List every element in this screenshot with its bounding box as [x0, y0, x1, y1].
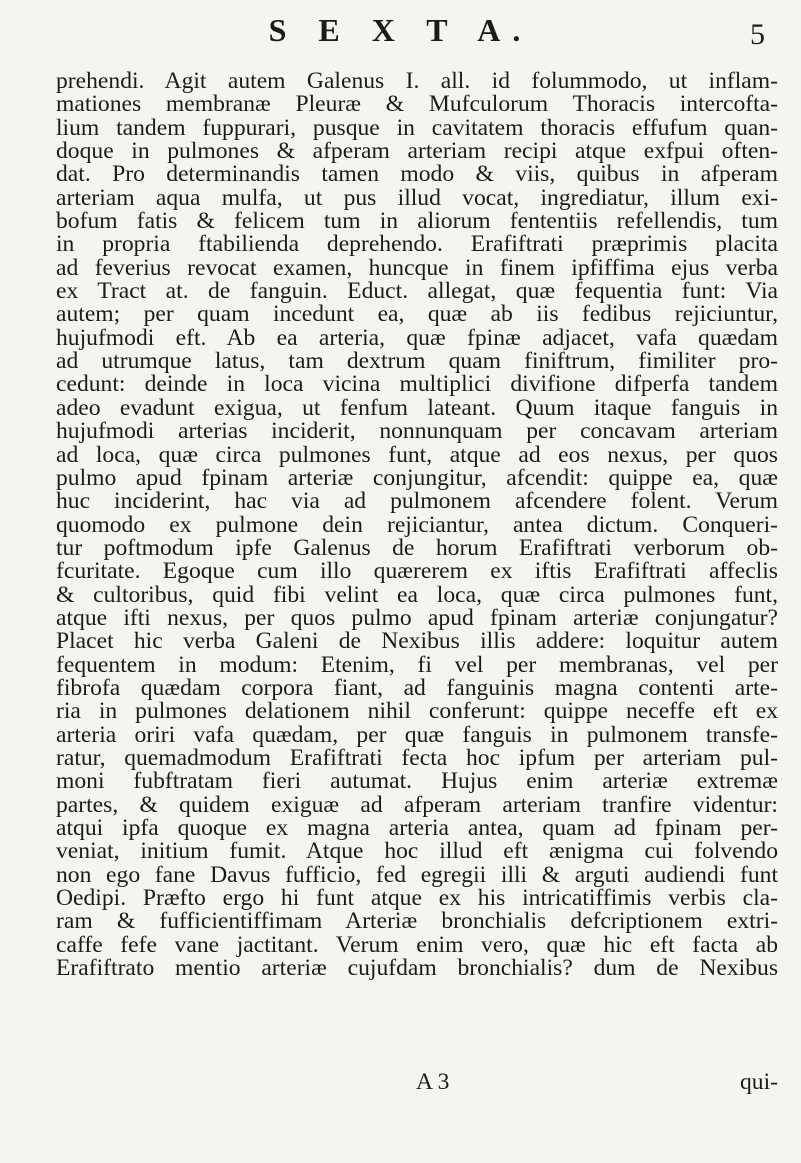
- text-line: cedunt: deinde in loca vicina multiplici divifione difperfa tandem: [56, 373, 778, 397]
- text-line: ratur, quemadmodum Erafiftrati fecta hoc ipfum per arteriam pul-: [56, 746, 778, 771]
- running-head: [0, 12, 801, 52]
- text-line: atqui ipfa quoque ex magna arteria antea, quam ad fpinam per-: [56, 817, 778, 841]
- signature-mark: A 3: [416, 1069, 450, 1095]
- text-line: mationes membranæ Pleuræ & Mufculorum Thoracis intercofta-: [56, 93, 778, 117]
- text-line: partes, & quidem exiguæ ad afperam arteriam tranfire videntur:: [56, 793, 778, 817]
- text-line: fcuritate. Egoque cum illo quærerem ex iftis Erafiftrati affeclis: [56, 560, 778, 584]
- text-line: adeo evadunt exigua, ut fenfum lateant. Quum itaque fanguis in: [56, 396, 778, 421]
- text-line: prehendi. Agit autem Galenus I. all. id folummodo, ut inflam-: [56, 70, 778, 94]
- text-line: doque in pulmones & afperam arteriam recipi atque exfpui often-: [56, 140, 778, 164]
- page-number: 5: [750, 18, 765, 51]
- text-line: & cultoribus, quid fibi velint ea loca, quæ circa pulmones funt,: [56, 583, 778, 607]
- text-line: atque ifti nexus, per quos pulmo apud fpinam arteriæ conjungatur?: [56, 606, 778, 631]
- text-line: veniat, initium fumit. Atque hoc illud eft ænigma cui folvendo: [56, 840, 778, 864]
- text-line: hujufmodi eft. Ab ea arteria, quæ fpinæ adjacet, vafa quædam: [56, 326, 778, 351]
- text-line: in propria ftabilienda deprehendo. Erafiftrati præprimis placita: [56, 233, 778, 257]
- text-line: non ego fane Davus fufficio, fed egregii illi & arguti audiendi funt: [56, 863, 778, 888]
- text-line: ram & fufficientiffimam Arteriæ bronchialis defcriptionem extri-: [56, 910, 778, 934]
- text-line: autem; per quam incedunt ea, quæ ab iis fedibus rejiciuntur,: [56, 303, 778, 327]
- text-line: arteria oriri vafa quædam, per quæ fanguis in pulmonem transfe-: [56, 723, 778, 747]
- text-line: fibrofa quædam corpora fiant, ad fanguinis magna contenti arte-: [56, 676, 778, 701]
- text-line: ad feverius revocat examen, huncque in finem ipfiffima ejus verba: [56, 256, 778, 281]
- text-line: arteriam aqua mulfa, ut pus illud vocat, ingrediatur, illum exi-: [56, 186, 778, 211]
- text-line: ex Tract at. de fanguin. Educt. allegat, quæ fequentia funt: Via: [56, 280, 778, 304]
- text-line: hujufmodi arterias inciderit, nonnunquam per concavam arteriam: [56, 420, 778, 444]
- text-line: tur poftmodum ipfe Galenus de horum Erafiftrati verborum ob-: [56, 536, 778, 561]
- text-line: fequentem in modum: Etenim, fi vel per membranas, vel per: [56, 653, 778, 677]
- text-line: ad utrumque latus, tam dextrum quam finiftrum, fimiliter pro-: [56, 350, 778, 374]
- text-line: dat. Pro determinandis tamen modo & viis, quibus in afperam: [56, 163, 778, 187]
- text-line: ria in pulmones delationem nihil conferunt: quippe neceffe eft ex: [56, 700, 778, 724]
- text-line: Erafiftrato mentio arteriæ cujufdam bronchialis? dum de Nexibus: [56, 957, 778, 981]
- text-line: huc inciderint, hac via ad pulmonem afcendere folent. Verum: [56, 490, 778, 514]
- text-line: lium tandem fuppurari, pusque in cavitatem thoracis effufum quan-: [56, 116, 778, 141]
- text-line: ad loca, quæ circa pulmones funt, atque ad eos nexus, per quos: [56, 443, 778, 467]
- text-line: moni fubftratam fieri autumat. Hujus enim arteriæ extremæ: [56, 770, 778, 794]
- text-line: Oedipi. Præfto ergo hi funt atque ex his intricatiffimis verbis cla-: [56, 887, 778, 911]
- text-line: bofum fatis & felicem tum in aliorum fententiis refellendis, tum: [56, 210, 778, 234]
- text-line: pulmo apud fpinam arteriæ conjungitur, afcendit: quippe ea, quæ: [56, 466, 778, 491]
- body-text: [56, 70, 778, 980]
- text-line: Placet hic verba Galeni de Nexibus illis addere: loquitur autem: [56, 630, 778, 654]
- catchword: qui-: [739, 1069, 778, 1095]
- text-line: quomodo ex pulmone dein rejiciantur, antea dictum. Conqueri-: [56, 513, 778, 537]
- running-title: S E X T A.: [268, 12, 533, 48]
- text-line: caffe fefe vane jactitant. Verum enim vero, quæ hic eft facta ab: [56, 933, 778, 958]
- page-footer: [56, 1069, 778, 1097]
